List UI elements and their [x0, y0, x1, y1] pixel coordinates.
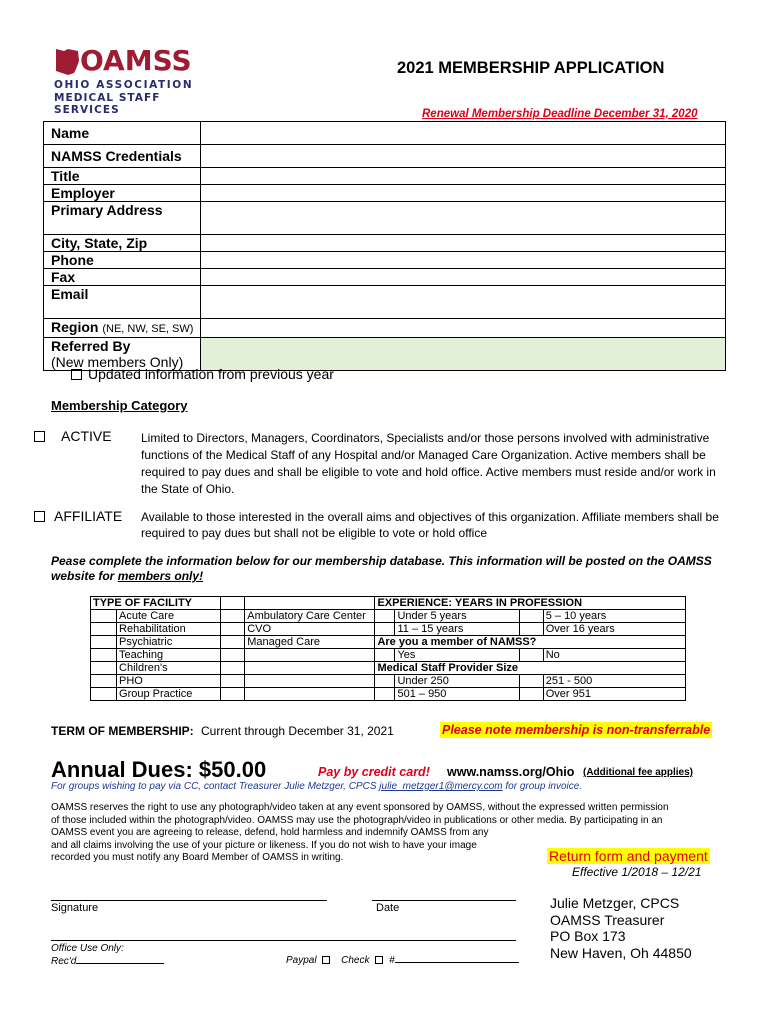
facility-checkbox[interactable] [221, 597, 245, 610]
check-checkbox[interactable] [375, 956, 383, 964]
phone-label: Phone [44, 252, 201, 269]
namss-question: Are you a member of NAMSS? [375, 636, 686, 649]
release-line: of those included within the photograph/video. OAMSS may use the photograph/video in publications or other media. By participating in an [51, 814, 663, 826]
region-label [44, 319, 201, 338]
empty-cell [245, 649, 375, 662]
deadline-notice: Renewal Membership Deadline December 31, 2020 [422, 108, 698, 120]
group-note-text: For groups wishing to pay via CC, contact Treasurer Julie Metzger, CPCS [51, 781, 377, 792]
logo-line1: OHIO ASSOCIATION [54, 79, 194, 91]
experience-header: EXPERIENCE: YEARS IN PROFESSION [375, 597, 686, 610]
group-note [51, 781, 582, 792]
facility-checkbox[interactable] [221, 610, 245, 623]
facility-checkbox[interactable] [91, 662, 117, 675]
employer-label: Employer [44, 185, 201, 202]
region-text: Region [51, 319, 99, 335]
ohio-state-icon [54, 47, 80, 77]
term-row [51, 724, 394, 738]
empty-cell [245, 675, 375, 688]
group-note-end: for group invoice. [505, 781, 583, 792]
logo-line2: MEDICAL STAFF SERVICES [54, 92, 161, 116]
paypal-label: Paypal [286, 955, 317, 966]
paypal-checkbox[interactable] [322, 956, 330, 964]
size-501-950: 501 – 950 [395, 688, 519, 701]
title-label: Title [44, 168, 201, 185]
release-line: and all claims involving the use of your picture or likeness. If you do not wish to have your image [51, 839, 477, 851]
facility-pho: PHO [117, 675, 221, 688]
recd-label [51, 956, 164, 967]
fee-note: (Additional fee applies) [583, 767, 694, 778]
recd-text: Rec'd [51, 956, 77, 967]
category-heading: Membership Category [51, 398, 188, 413]
size-header: Medical Staff Provider Size [375, 662, 686, 675]
active-label: ACTIVE [61, 428, 112, 444]
exp-5to10: 5 – 10 years [543, 610, 685, 623]
office-use-line [51, 940, 516, 941]
size-under250: Under 250 [395, 675, 519, 688]
exp-checkbox[interactable] [519, 610, 543, 623]
annual-dues: Annual Dues: $50.00 [51, 757, 267, 782]
facility-checkbox[interactable] [91, 675, 117, 688]
facility-checkbox[interactable] [221, 662, 245, 675]
facility-checkbox[interactable] [91, 610, 117, 623]
name-field[interactable] [200, 122, 725, 145]
exp-11to15: 11 – 15 years [395, 623, 519, 636]
mailing-address [550, 895, 692, 961]
release-line: recorded you must notify any Board Member of OAMSS in writing. [51, 852, 344, 863]
affiliate-label: AFFILIATE [54, 508, 123, 524]
referred-text: Referred By [51, 338, 131, 354]
credentials-label: NAMSS Credentials [44, 145, 201, 168]
address-line: New Haven, Oh 44850 [550, 944, 692, 961]
size-251-500: 251 - 500 [543, 675, 685, 688]
group-email-link[interactable]: julie_metzger1@mercy.com [379, 781, 503, 792]
exp-checkbox[interactable] [519, 623, 543, 636]
facility-table [90, 596, 686, 701]
referred-note: (New members Only) [51, 354, 184, 370]
credit-card-note: Pay by credit card! [318, 765, 430, 779]
facility-teaching: Teaching [117, 649, 221, 662]
email-field[interactable] [200, 286, 725, 319]
member-info-table [43, 121, 726, 371]
return-label: Return form and payment [549, 848, 708, 864]
signature-label: Signature [51, 902, 99, 914]
exp-checkbox[interactable] [375, 623, 395, 636]
facility-checkbox[interactable] [221, 623, 245, 636]
email-label: Email [44, 286, 201, 319]
address-line: OAMSS Treasurer [550, 911, 665, 928]
affiliate-option[interactable] [34, 508, 122, 524]
size-over951: Over 951 [543, 688, 685, 701]
facility-managed: Managed Care [245, 636, 375, 649]
size-checkbox[interactable] [375, 688, 395, 701]
term-label: TERM OF MEMBERSHIP: [51, 724, 194, 738]
updated-info-label: Updated information from previous year [88, 366, 334, 382]
facility-cvo: CVO [245, 623, 375, 636]
region-field[interactable] [200, 319, 725, 338]
phone-field[interactable] [200, 252, 725, 269]
facility-psych: Psychiatric [117, 636, 221, 649]
release-line: OAMSS reserves the right to use any photograph/video taken at any event sponsored by OAMSS, without the expressed written permission [51, 802, 669, 813]
check-label: Check [341, 955, 370, 966]
namss-no: No [543, 649, 685, 662]
namss-checkbox[interactable] [519, 649, 543, 662]
active-description: Limited to Directors, Managers, Coordinators, Specialists and/or those persons involved with administrative functions of the Medical Staff of any Hospital and/or Managed Care Organization. Active members shall be required to pay dues and shall be eligible to vote and hold office. Active members must reside and/or work in the State of Ohio. [141, 431, 716, 496]
exp-over16: Over 16 years [543, 623, 685, 636]
affiliate-description: Available to those interested in the overall aims and objectives of this organization. Affiliate members shall be required to pay dues but shall not be eligible to vote or hold office [141, 510, 719, 540]
date-line[interactable] [372, 900, 516, 901]
facility-checkbox[interactable] [221, 688, 245, 701]
page-title: 2021 MEMBERSHIP APPLICATION [397, 59, 665, 77]
size-checkbox[interactable] [519, 675, 543, 688]
facility-checkbox[interactable] [91, 649, 117, 662]
namss-checkbox[interactable] [375, 649, 395, 662]
exp-checkbox[interactable] [375, 610, 395, 623]
website-link[interactable]: www.namss.org/Ohio [447, 765, 575, 779]
namss-yes: Yes [395, 649, 519, 662]
logo-name: OAMSS [80, 44, 192, 77]
date-label: Date [376, 902, 400, 914]
fax-field[interactable] [200, 269, 725, 286]
address-line: Julie Metzger, CPCS [550, 895, 680, 911]
facility-checkbox[interactable] [91, 636, 117, 649]
release-line: OAMSS event you are agreeing to release, defend, hold harmless and indemnify OAMSS from any [51, 827, 489, 838]
facility-acute: Acute Care [117, 610, 221, 623]
checkbox-icon[interactable] [34, 511, 45, 522]
office-use-label: Office Use Only: [51, 943, 124, 954]
facility-checkbox[interactable] [91, 688, 117, 701]
name-label: Name [44, 122, 201, 145]
empty-cell [245, 688, 375, 701]
empty-cell [245, 597, 375, 610]
facility-group: Group Practice [117, 688, 221, 701]
payment-type [286, 955, 519, 966]
title-field[interactable] [200, 168, 725, 185]
database-note [51, 554, 731, 584]
city-field[interactable] [200, 235, 725, 252]
term-value: Current through December 31, 2021 [201, 724, 394, 738]
oamss-logo [54, 44, 204, 116]
facility-checkbox[interactable] [221, 675, 245, 688]
empty-cell [245, 662, 375, 675]
signature-line[interactable] [51, 900, 327, 901]
address-field[interactable] [200, 202, 725, 235]
size-checkbox[interactable] [375, 675, 395, 688]
region-hint: (NE, NW, SE, SW) [102, 323, 194, 335]
facility-checkbox[interactable] [91, 623, 117, 636]
address-label: Primary Address [44, 202, 201, 235]
active-option[interactable] [34, 428, 112, 444]
database-note-text: Pease complete the information below for our membership database. This information will be posted on the OAMSS website for [51, 554, 712, 583]
check-number-field[interactable] [395, 962, 519, 963]
address-line: PO Box 173 [550, 928, 626, 944]
city-label: City, State, Zip [44, 235, 201, 252]
effective-dates: Effective 1/2018 – 12/21 [572, 865, 702, 879]
members-only: members only! [117, 569, 204, 583]
fax-label: Fax [44, 269, 201, 286]
facility-checkbox[interactable] [221, 649, 245, 662]
credentials-field[interactable] [200, 145, 725, 168]
size-checkbox[interactable] [519, 688, 543, 701]
facility-type-header: TYPE OF FACILITY [91, 597, 221, 610]
checkbox-icon[interactable] [34, 431, 45, 442]
check-number-label: # [389, 955, 395, 966]
checkbox-icon[interactable] [71, 369, 82, 380]
facility-rehab: Rehabilitation [117, 623, 221, 636]
exp-under5: Under 5 years [395, 610, 519, 623]
facility-checkbox[interactable] [221, 636, 245, 649]
employer-field[interactable] [200, 185, 725, 202]
nontransfer-notice: Please note membership is non-transferrable [442, 723, 711, 737]
facility-children: Children's [117, 662, 221, 675]
updated-info-option[interactable] [71, 366, 334, 382]
facility-ambulatory: Ambulatory Care Center [245, 610, 375, 623]
